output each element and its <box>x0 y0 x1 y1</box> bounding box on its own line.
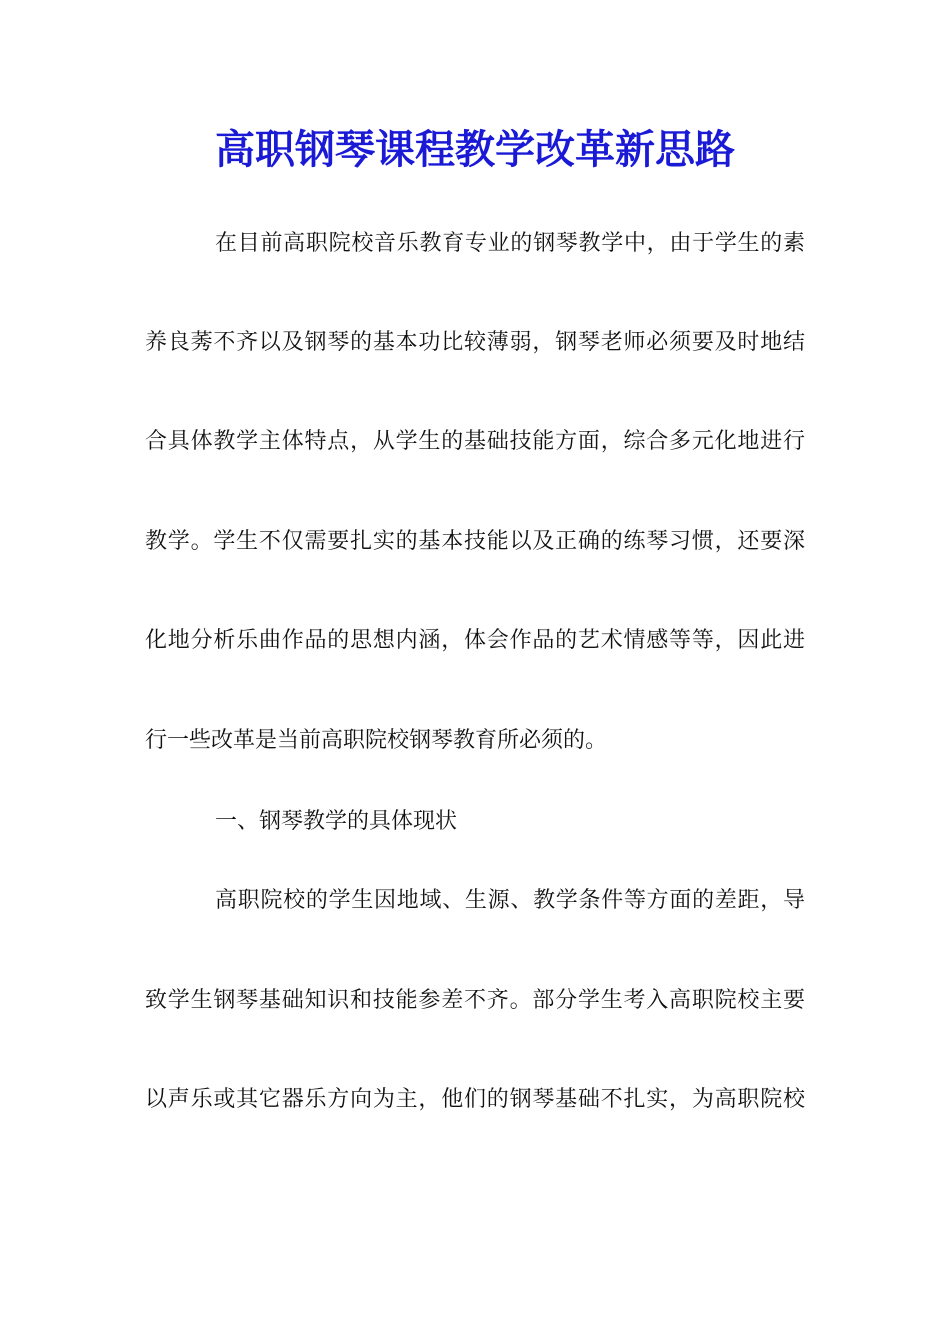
section-heading-1: 一、钢琴教学的具体现状 <box>215 809 458 834</box>
paragraph-1-line-4: 教学。学生不仅需要扎实的基本技能以及正确的练琴习惯，还要深 <box>145 529 805 554</box>
paragraph-2-line-1: 高职院校的学生因地域、生源、教学条件等方面的差距，导 <box>215 888 805 913</box>
paragraph-2-line-3: 以声乐或其它器乐方向为主，他们的钢琴基础不扎实，为高职院校 <box>145 1087 805 1112</box>
paragraph-1-line-6: 行一些改革是当前高职院校钢琴教育所必须的。 <box>145 728 608 753</box>
paragraph-1-line-2: 养良莠不齐以及钢琴的基本功比较薄弱，钢琴老师必须要及时地结 <box>145 330 805 355</box>
paragraph-1-line-1: 在目前高职院校音乐教育专业的钢琴教学中，由于学生的素 <box>215 231 805 256</box>
paragraph-2-line-2: 致学生钢琴基础知识和技能参差不齐。部分学生考入高职院校主要 <box>145 988 805 1013</box>
document-title: 高职钢琴课程教学改革新思路 <box>215 126 735 173</box>
paragraph-1-line-3: 合具体教学主体特点，从学生的基础技能方面，综合多元化地进行 <box>145 429 805 454</box>
paragraph-1-line-5: 化地分析乐曲作品的思想内涵，体会作品的艺术情感等等，因此进 <box>145 628 805 653</box>
